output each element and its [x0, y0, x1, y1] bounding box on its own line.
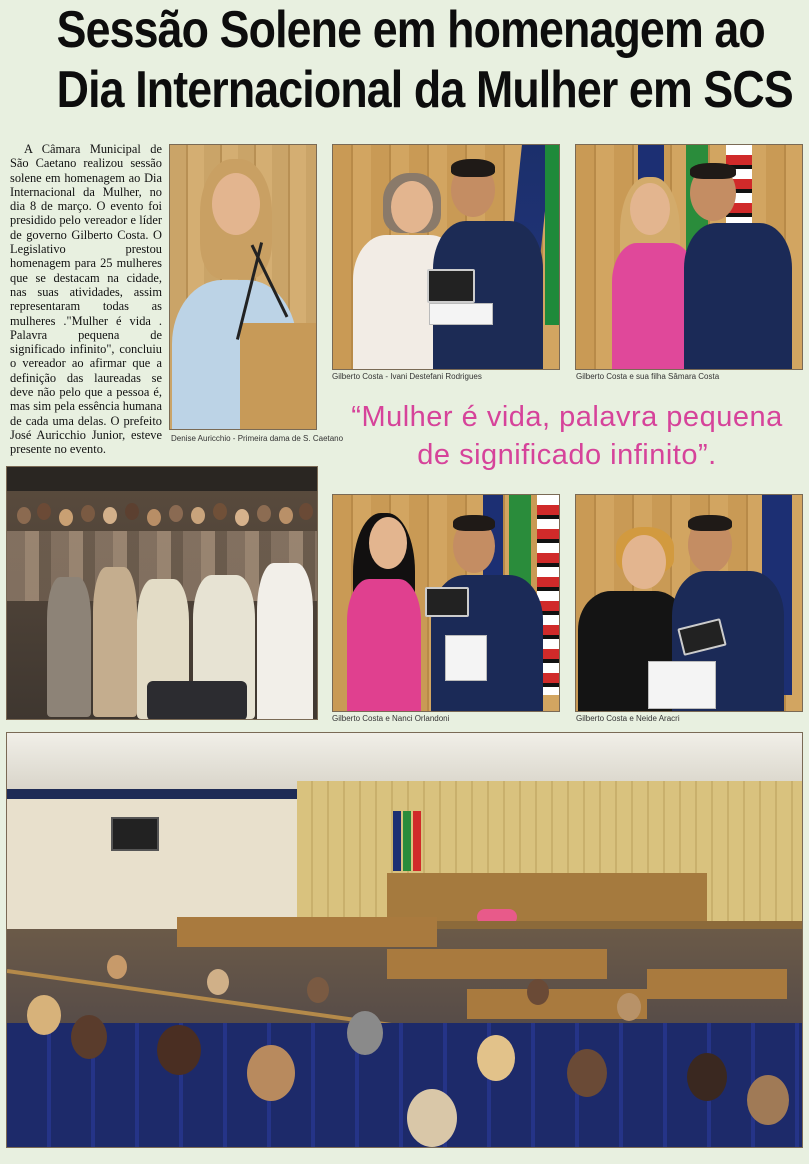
pull-quote — [332, 398, 802, 474]
photo-samara — [575, 144, 803, 370]
photo-ivani — [332, 144, 560, 370]
caption-photo-2: Gilberto Costa - Ivani Destefani Rodrigues — [332, 372, 482, 381]
photo-audience-standing — [6, 466, 318, 720]
headline — [56, 0, 793, 128]
photo-denise-podium — [169, 144, 317, 430]
article-body: A Câmara Municipal de São Caetano realizou sessão solene em homenagem ao Dia Internacional da Mulher, no dia 8 de março. O evento foi presidido pelo vereador e líder de governo Gilberto Costa. O Legislativo prestou homenagem para 25 mulheres que se destacam na cidade, nas suas atividades, assim representaram todas as mulheres ."Mulher é vida . Palavra pequena de significado infinito", concluiu o vereador ao afirmar que a definição das laureadas se deve não pelo que a pessoa é, mas sim pela essência humana de cada uma delas. O prefeito José Auricchio Junior, esteve presente no evento. — [10, 142, 162, 457]
photo-nanci — [332, 494, 560, 712]
headline-line-1: Sessão Solene em homenagem ao — [56, 1, 765, 59]
photo-chamber-wide — [6, 732, 803, 1148]
caption-photo-1: Denise Auricchio - Primeira dama de S. Caetano — [171, 434, 344, 443]
pull-quote-line-1: “Mulher é vida, palavra pequena — [351, 401, 783, 433]
caption-photo-6: Gilberto Costa e Neide Aracri — [576, 714, 680, 723]
headline-line-2: Dia Internacional da Mulher em SCS — [56, 61, 793, 119]
caption-photo-3: Gilberto Costa e sua filha Sâmara Costa — [576, 372, 720, 381]
photo-neide — [575, 494, 803, 712]
caption-photo-5: Gilberto Costa e Nanci Orlandoni — [332, 714, 450, 723]
pull-quote-line-2: de significado infinito”. — [417, 439, 717, 471]
